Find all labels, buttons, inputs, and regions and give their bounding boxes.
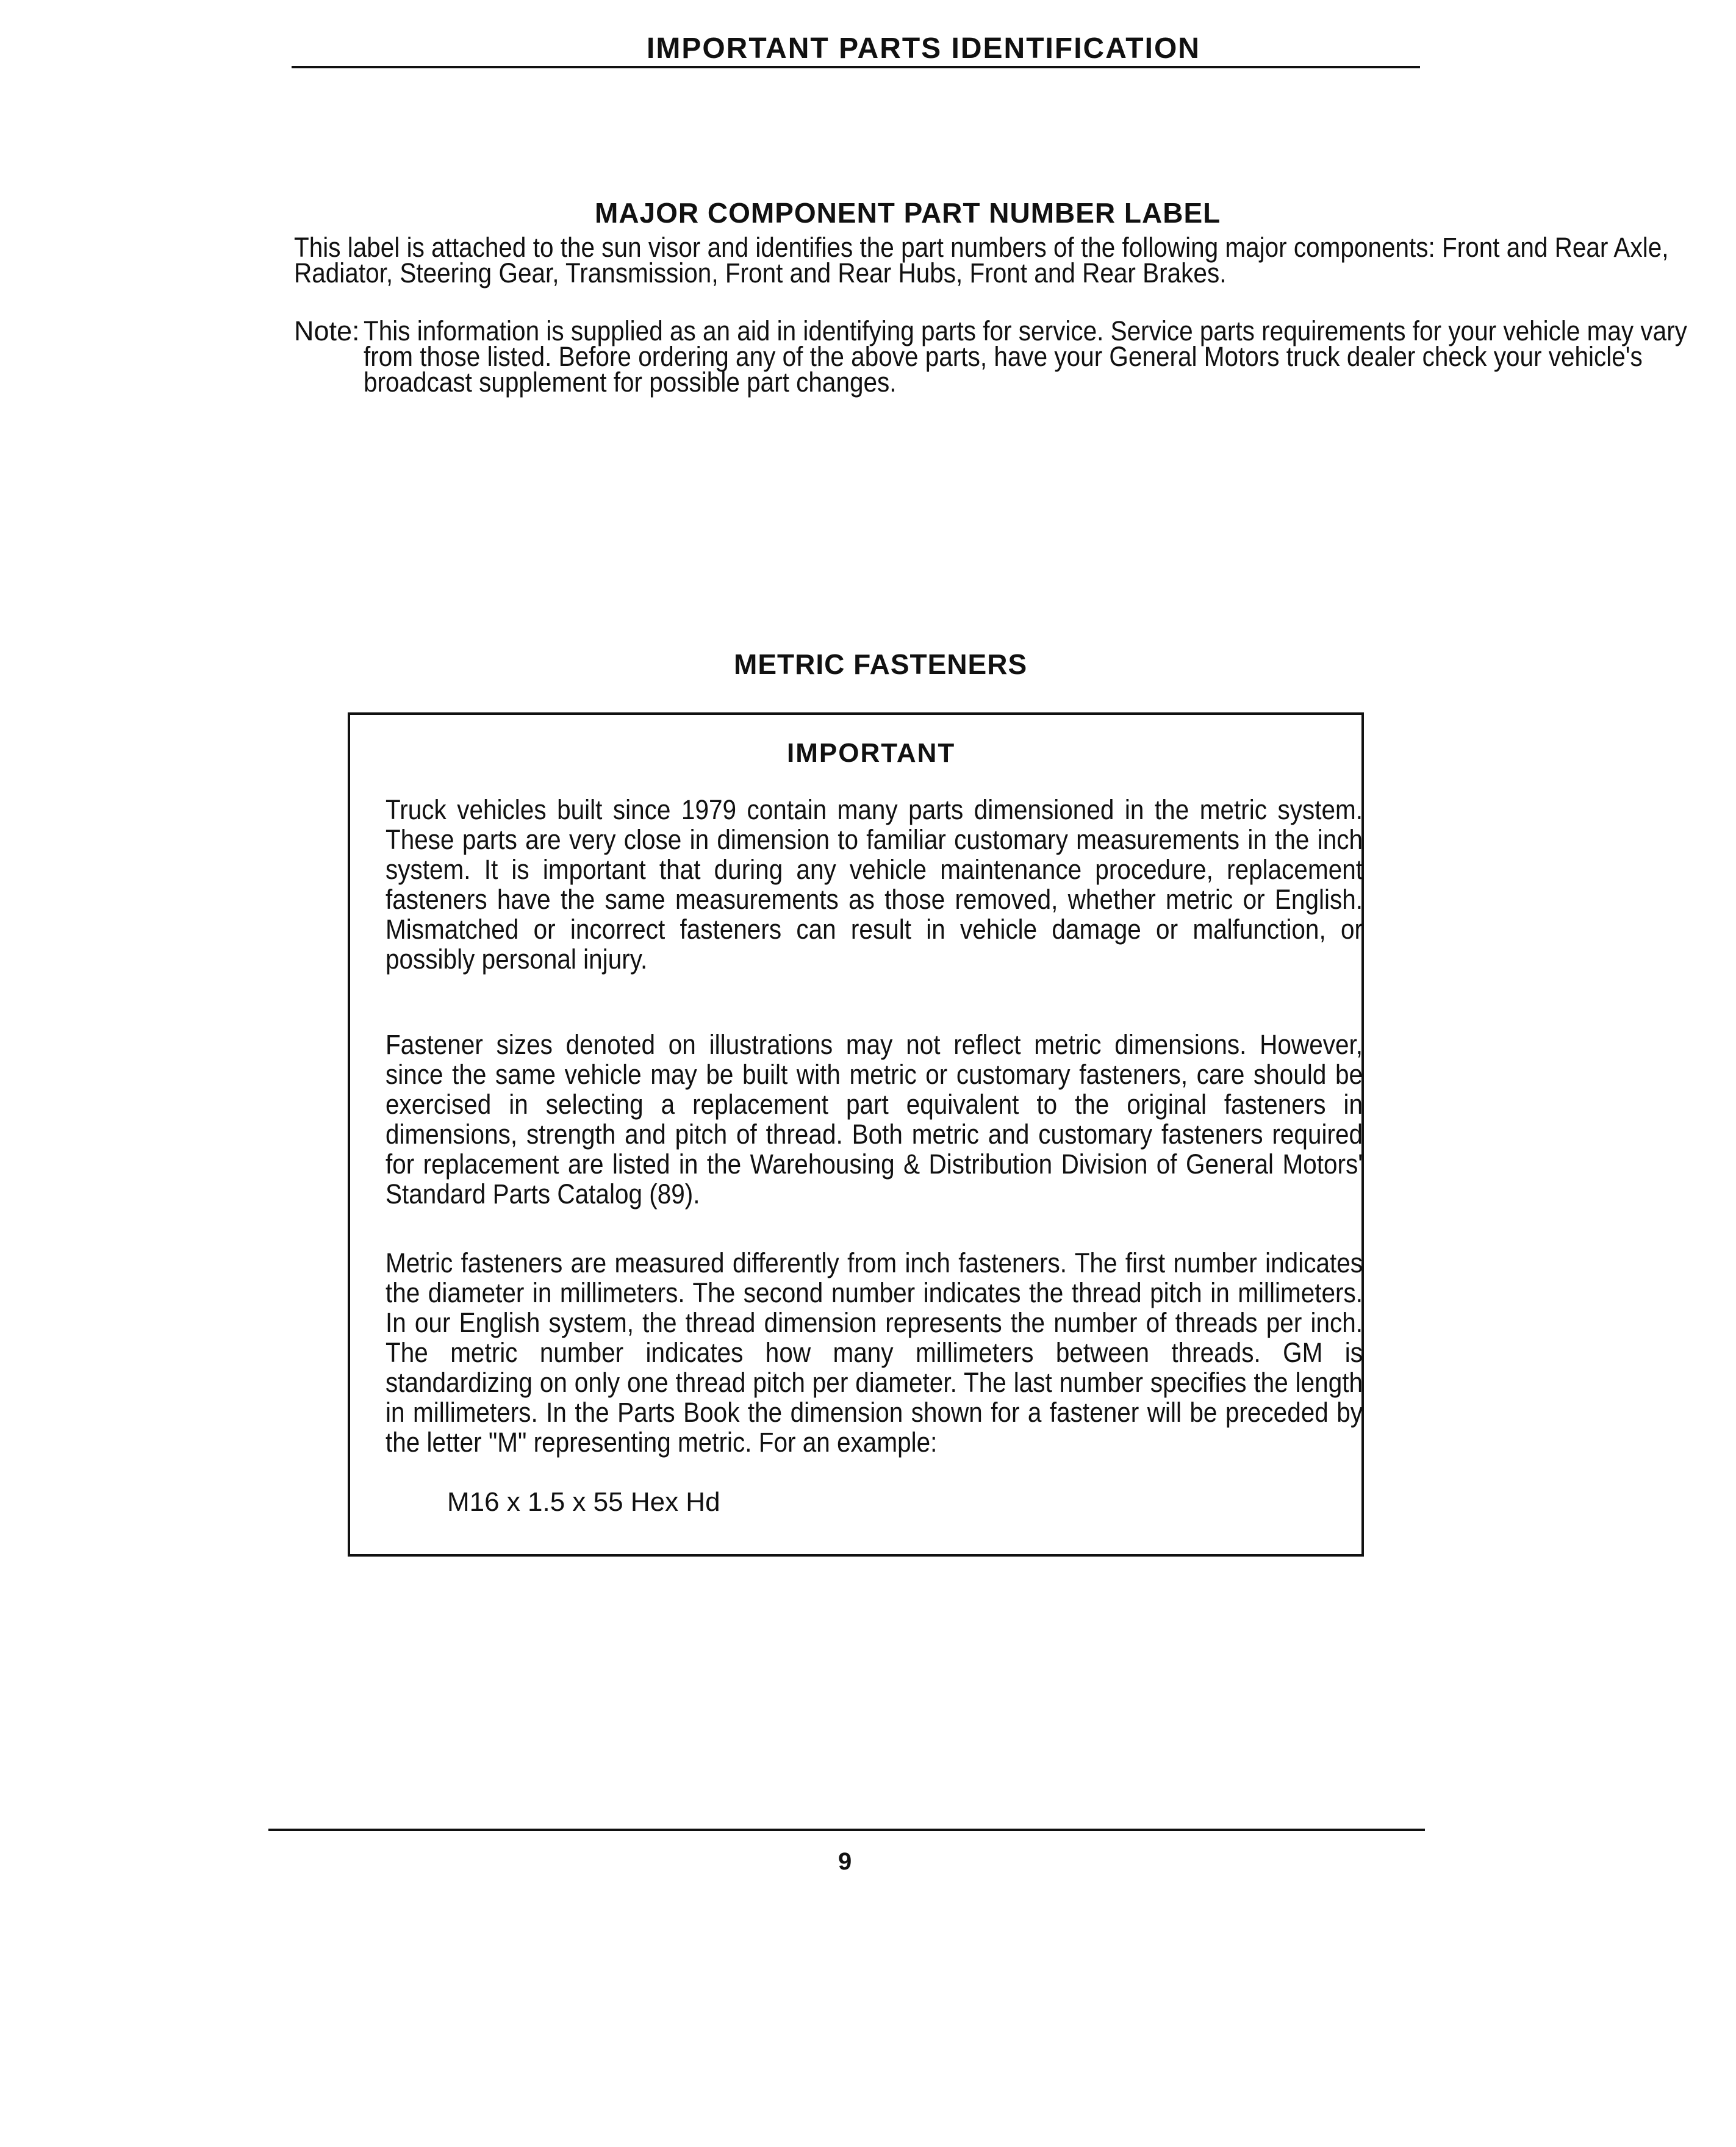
label-section-title: MAJOR COMPONENT PART NUMBER LABEL [595,197,1221,229]
important-heading: IMPORTANT [787,738,956,768]
fastener-example: M16 x 1.5 x 55 Hex Hd [447,1487,720,1517]
label-section-body: This label is attached to the sun visor and identifies the part numbers of the following major components: Front and Rear Axle, Radiator, Steering Gear, Transmission, Front and Rear Hubs, Front and Rear Brakes. [294,232,1669,289]
note-text: This information is supplied as an aid in identifying parts for service. Service parts requirements for your vehicle may vary from those listed. Before ordering any of the above parts, have your General Motors truck dealer check your vehicle's broadcast supplement for possible part changes. [364,315,1687,398]
footer-rule [268,1829,1425,1831]
box-paragraph-3: Metric fasteners are measured differently from inch fasteners. The first number indicates the diameter in millimeters. The second number indicates the thread pitch in millimeters. In our English system, the thread dimension represents the number of threads per inch. The metric number indicates how many millimeters between threads. GM is standardizing on only one thread pitch per diameter. The last number specifies the length in millimeters. In the Parts Book the dimension shown for a fastener will be preceded by the letter "M" representing metric. For an example: [386,1247,1363,1458]
box-paragraph-2: Fastener sizes denoted on illustrations may not reflect metric dimensions. However, since the same vehicle may be built with metric or customary fasteners, care should be exercised in selecting a replacement part equivalent to the original fasteners in dimensions, strength and pitch of thread. Both metric and customary fasteners required for replacement are listed in the Warehousing & Distribution Division of General Motors' Standard Parts Catalog (89). [386,1029,1363,1210]
box-paragraph-1: Truck vehicles built since 1979 contain many parts dimensioned in the metric system. These parts are very close in dimension to familiar customary measurements in the inch system. It is important that during any vehicle maintenance procedure, replacement fasteners have the same measurements as those removed, whether metric or English. Mismatched or incorrect fasteners can result in vehicle damage or malfunction, or possibly personal injury. [386,794,1363,975]
note-label: Note: [294,315,360,346]
page-header-title: IMPORTANT PARTS IDENTIFICATION [647,32,1200,65]
fasteners-section-title: METRIC FASTENERS [734,648,1028,680]
header-rule [292,66,1420,68]
page-number: 9 [838,1848,852,1875]
